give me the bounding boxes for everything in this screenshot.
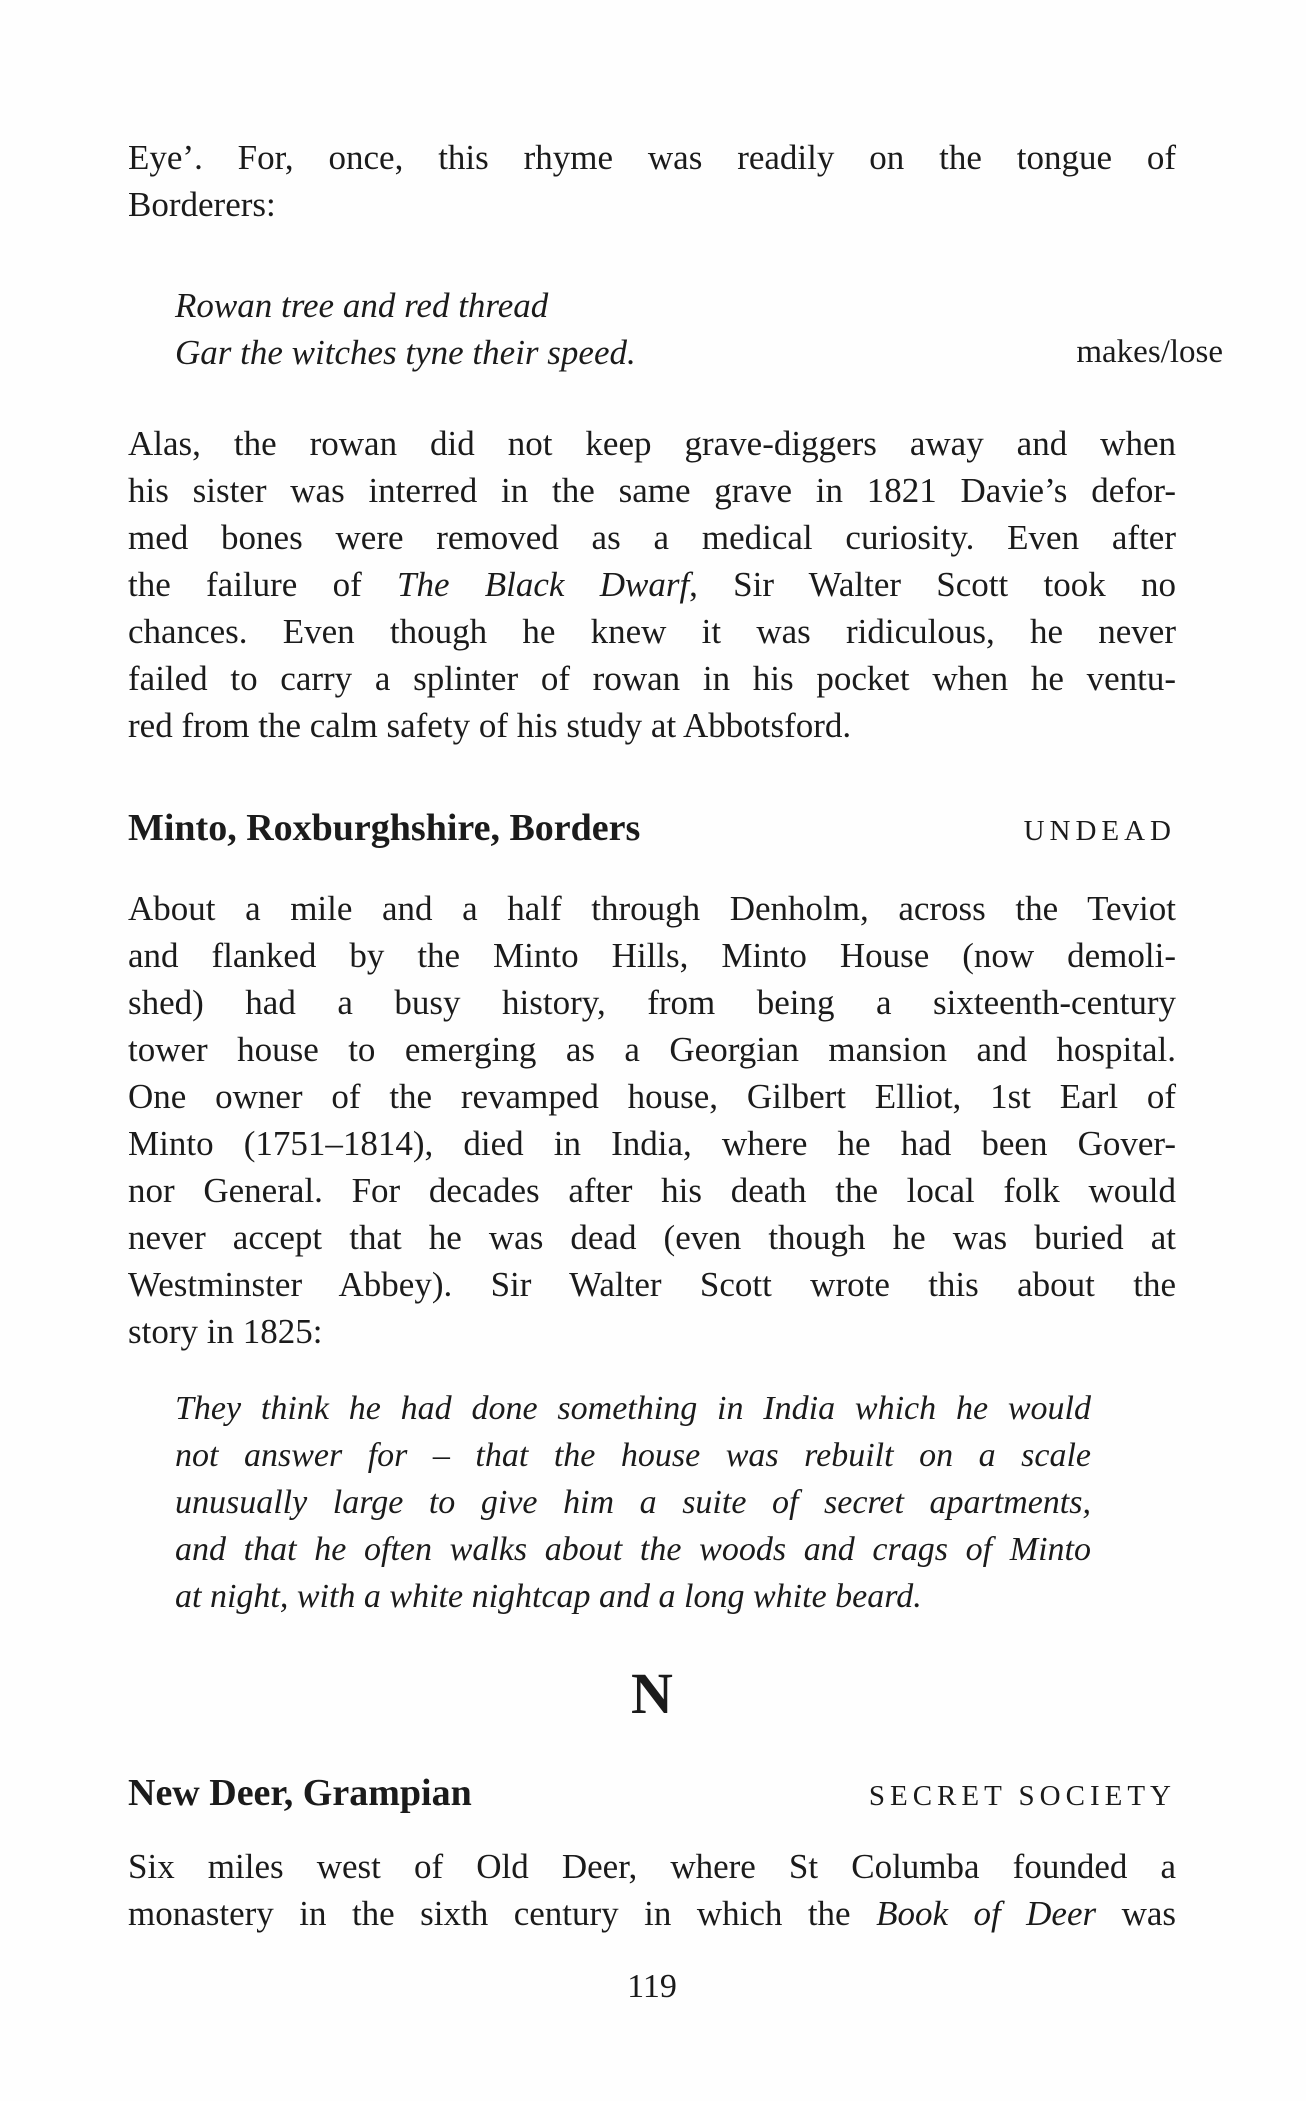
text-line: [128, 702, 1176, 749]
text-segment: Minto (1751–1814), died in India, where he had been Gover-: [128, 1124, 1176, 1163]
italic-text-segment: The Black Dwarf: [397, 565, 690, 604]
text-segment: failed to carry a splinter of rowan in his pocket when he ventu-: [128, 659, 1176, 698]
italic-text-segment: Rowan tree and red thread: [175, 286, 549, 325]
new-deer-paragraph: [128, 1843, 1176, 1937]
text-line: [175, 1573, 1091, 1620]
text-segment: Alas, the rowan did not keep grave-diggers away and when: [128, 424, 1176, 463]
page-number: 119: [627, 1968, 677, 2005]
text-line: [175, 1385, 1091, 1432]
text-line: [128, 181, 1176, 228]
italic-text-segment: Book of Deer: [876, 1894, 1097, 1933]
text-line: [128, 1073, 1176, 1120]
minto-paragraph: [128, 885, 1176, 1355]
text-segment: red from the calm safety of his study at Abbotsford.: [128, 706, 852, 745]
text-segment: shed) had a busy history, from being a sixteenth-century: [128, 983, 1176, 1022]
italic-text-segment: They think he had done something in India which he would: [175, 1390, 1091, 1427]
entry-title-minto: Minto, Roxburghshire, Borders: [128, 807, 641, 849]
text-line: [128, 885, 1176, 932]
entry-title-new-deer: New Deer, Grampian: [128, 1772, 472, 1814]
text-line: [128, 134, 1176, 181]
text-segment: About a mile and a half through Denholm, across the Teviot: [128, 889, 1176, 928]
text-segment: Six miles west of Old Deer, where St Columba founded a: [128, 1847, 1176, 1886]
italic-text-segment: unusually large to give him a suite of secret apartments,: [175, 1484, 1091, 1521]
intro-paragraph: [128, 134, 1176, 228]
text-line: [175, 1479, 1091, 1526]
entry-heading-row-new-deer: [128, 1768, 1176, 1818]
text-line: [128, 420, 1176, 467]
text-segment: Eye’. For, once, this rhyme was readily on the tongue of: [128, 138, 1176, 177]
text-segment: One owner of the revamped house, Gilbert Elliot, 1st Earl of: [128, 1077, 1176, 1116]
text-segment: never accept that he was dead (even though he was buried at: [128, 1218, 1176, 1257]
text-line: [128, 1890, 1176, 1937]
section-letter-n: N: [631, 1661, 673, 1726]
text-segment: was: [1096, 1894, 1177, 1933]
text-segment: story in 1825:: [128, 1312, 323, 1351]
text-line: [128, 655, 1176, 702]
text-line: [128, 979, 1176, 1026]
text-line: [128, 1214, 1176, 1261]
entry-category-secret-society: SECRET SOCIETY: [868, 1780, 1176, 1812]
text-line: [128, 932, 1176, 979]
text-segment: tower house to emerging as a Georgian mansion and hospital.: [128, 1030, 1176, 1069]
text-segment: Westminster Abbey). Sir Walter Scott wrote this about the: [128, 1265, 1176, 1304]
text-segment: his sister was interred in the same grave in 1821 Davie’s defor-: [128, 471, 1176, 510]
text-segment: the failure of: [128, 565, 398, 604]
text-line: [128, 608, 1176, 655]
text-line: [128, 561, 1176, 608]
italic-text-segment: and that he often walks about the woods and crags of Minto: [175, 1531, 1091, 1568]
text-line: [128, 467, 1176, 514]
rowan-paragraph: [128, 420, 1176, 749]
text-line: [175, 1526, 1091, 1573]
rhyme-verse-lines: [175, 282, 1176, 376]
italic-text-segment: not answer for – that the house was rebuilt on a scale: [175, 1437, 1091, 1474]
verse-gloss: makes/lose: [1076, 334, 1223, 370]
text-line: [128, 1843, 1176, 1890]
text-line: [128, 1120, 1176, 1167]
text-line: [175, 329, 1176, 376]
italic-text-segment: Gar the witches tyne their speed.: [175, 333, 636, 372]
entry-heading-row-minto: [128, 803, 1176, 853]
text-segment: chances. Even though he knew it was ridiculous, he never: [128, 612, 1176, 651]
text-segment: , Sir Walter Scott took no: [689, 565, 1176, 604]
text-line: [128, 1261, 1176, 1308]
text-line: [128, 514, 1176, 561]
italic-text-segment: at night, with a white nightcap and a long white beard.: [175, 1578, 922, 1615]
text-line: [128, 1308, 1176, 1355]
scott-quote: [175, 1385, 1091, 1620]
text-line: [175, 1432, 1091, 1479]
text-line: [128, 1026, 1176, 1073]
text-segment: med bones were removed as a medical curiosity. Even after: [128, 518, 1176, 557]
text-segment: Borderers:: [128, 185, 276, 224]
entry-category-undead: UNDEAD: [1023, 815, 1176, 847]
rhyme-verse: [175, 282, 1223, 376]
text-line: [128, 1167, 1176, 1214]
text-segment: nor General. For decades after his death the local folk would: [128, 1171, 1176, 1210]
text-segment: and flanked by the Minto Hills, Minto House (now demoli-: [128, 936, 1176, 975]
text-segment: monastery in the sixth century in which the: [128, 1894, 877, 1933]
text-line: [175, 282, 1176, 329]
page-content: [128, 0, 1223, 2009]
